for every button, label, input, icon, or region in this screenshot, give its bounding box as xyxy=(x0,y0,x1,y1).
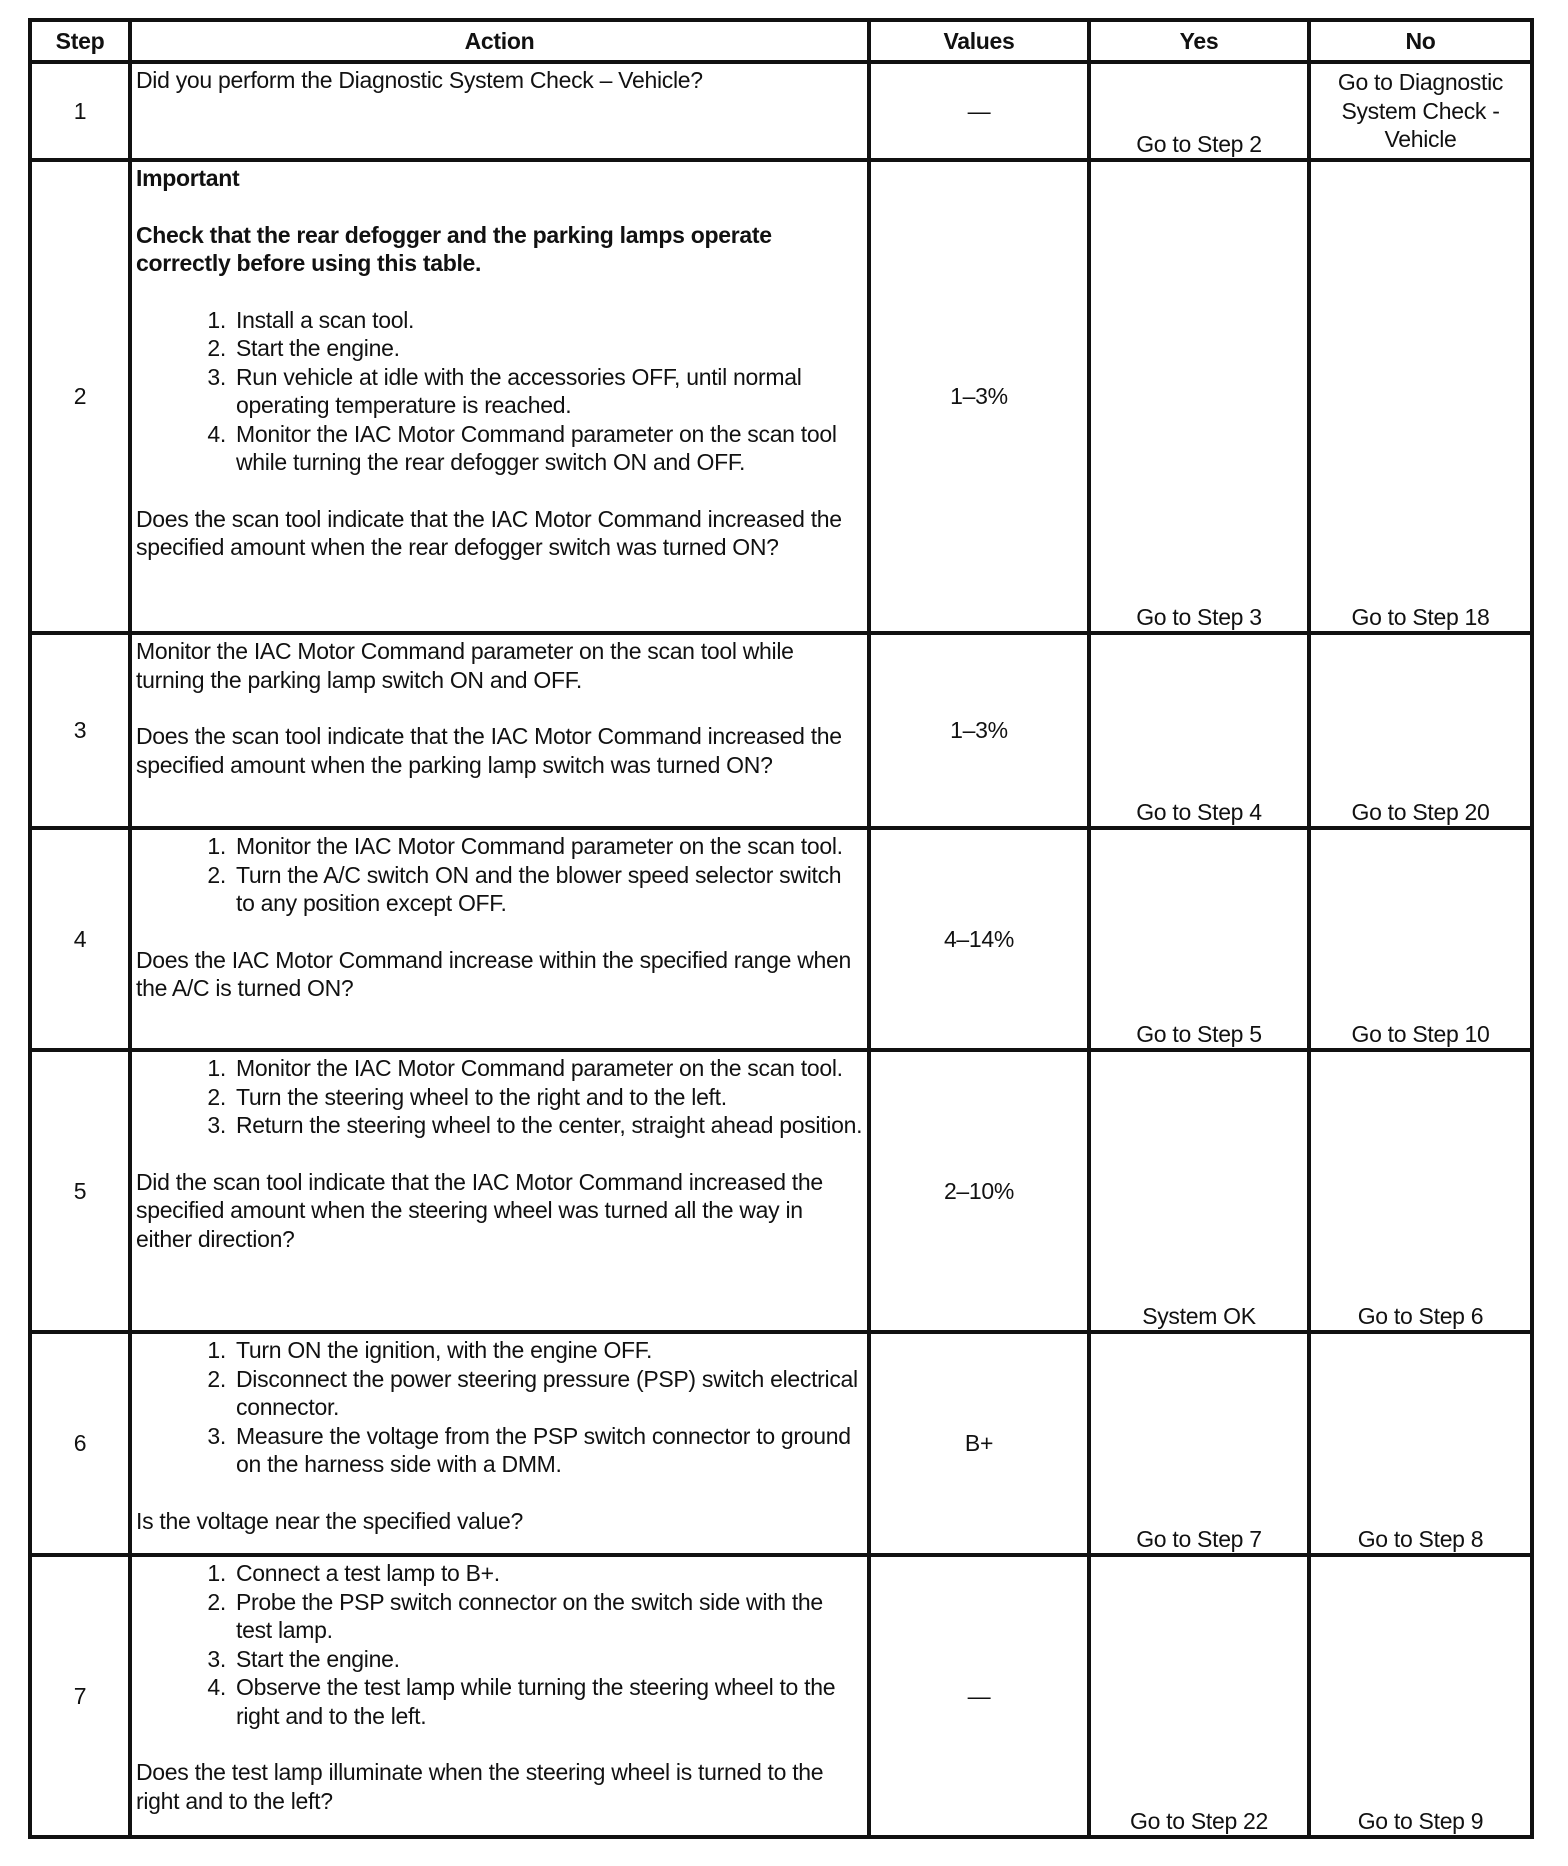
table-row xyxy=(30,1050,1532,1332)
diagnostic-table xyxy=(28,18,1534,1839)
question-text: Does the scan tool indicate that the IAC Motor Command increased the specified amount when the rear defogger switch was turned ON? xyxy=(136,505,842,560)
action-cell xyxy=(130,828,869,1050)
yes-cell: Go to Step 2 xyxy=(1089,62,1309,160)
list-item: 3. Run vehicle at idle with the accessories OFF, until normal operating temperature is reached. xyxy=(232,363,863,420)
list-item: 2. Start the engine. xyxy=(232,334,863,363)
yes-cell: System OK xyxy=(1089,1050,1309,1332)
table-row xyxy=(30,1555,1532,1837)
action-cell xyxy=(130,1050,869,1332)
no-cell: Go to Diagnostic System Check - Vehicle xyxy=(1309,62,1532,160)
list-item: 1. Monitor the IAC Motor Command parameter on the scan tool. xyxy=(232,1054,863,1083)
step-list xyxy=(136,306,863,477)
yes-cell: Go to Step 7 xyxy=(1089,1332,1309,1555)
yes-cell: Go to Step 5 xyxy=(1089,828,1309,1050)
table-row xyxy=(30,828,1532,1050)
action-cell xyxy=(130,1555,869,1837)
action-cell xyxy=(130,62,869,160)
header-step: Step xyxy=(30,20,130,62)
important-label: Important xyxy=(136,165,240,191)
header-row xyxy=(30,20,1532,62)
action-cell xyxy=(130,633,869,828)
list-item: 4. Observe the test lamp while turning the steering wheel to the right and to the left. xyxy=(232,1673,863,1730)
step-number: 5 xyxy=(30,1050,130,1332)
list-item: 1. Monitor the IAC Motor Command parameter on the scan tool. xyxy=(232,832,863,861)
header-yes: Yes xyxy=(1089,20,1309,62)
question-text: Is the voltage near the specified value? xyxy=(136,1507,523,1534)
list-item: 1. Install a scan tool. xyxy=(232,306,863,335)
list-item: 2. Turn the A/C switch ON and the blower speed selector switch to any position except OFF. xyxy=(232,861,863,918)
value-cell: — xyxy=(869,62,1089,160)
value-cell: 2–10% xyxy=(869,1050,1089,1332)
table-row xyxy=(30,62,1532,160)
step-list xyxy=(136,1559,863,1730)
no-cell: Go to Step 10 xyxy=(1309,828,1532,1050)
action-cell xyxy=(130,160,869,633)
header-values: Values xyxy=(869,20,1089,62)
no-cell: Go to Step 8 xyxy=(1309,1332,1532,1555)
no-cell: Go to Step 6 xyxy=(1309,1050,1532,1332)
step-list xyxy=(136,832,863,918)
table-row xyxy=(30,633,1532,828)
header-no: No xyxy=(1309,20,1532,62)
table-row xyxy=(30,160,1532,633)
important-note: Check that the rear defogger and the parking lamps operate correctly before using this table. xyxy=(136,221,772,276)
list-item: 4. Monitor the IAC Motor Command parameter on the scan tool while turning the rear defogger switch ON and OFF. xyxy=(232,420,863,477)
value-cell: B+ xyxy=(869,1332,1089,1555)
list-item: 2. Turn the steering wheel to the right and to the left. xyxy=(232,1083,863,1112)
step-number: 4 xyxy=(30,828,130,1050)
step-number: 7 xyxy=(30,1555,130,1837)
yes-cell: Go to Step 4 xyxy=(1089,633,1309,828)
header-action: Action xyxy=(130,20,869,62)
question-text: Did the scan tool indicate that the IAC Motor Command increased the specified amount when the steering wheel was turned all the way in either direction? xyxy=(136,1168,823,1252)
no-cell: Go to Step 18 xyxy=(1309,160,1532,633)
value-cell: 1–3% xyxy=(869,160,1089,633)
step-list xyxy=(136,1054,863,1140)
question-text: Does the test lamp illuminate when the steering wheel is turned to the right and to the left? xyxy=(136,1759,824,1814)
value-cell: 1–3% xyxy=(869,633,1089,828)
step-number: 1 xyxy=(30,62,130,160)
value-cell: — xyxy=(869,1555,1089,1837)
step-list xyxy=(136,1336,863,1479)
question-text: Does the IAC Motor Command increase within the specified range when the A/C is turned ON? xyxy=(136,946,851,1001)
question-text: Does the scan tool indicate that the IAC Motor Command increased the specified amount when the parking lamp switch was turned ON? xyxy=(136,723,842,778)
step-number: 3 xyxy=(30,633,130,828)
value-cell: 4–14% xyxy=(869,828,1089,1050)
no-cell: Go to Step 20 xyxy=(1309,633,1532,828)
action-text: Did you perform the Diagnostic System Check – Vehicle? xyxy=(136,67,703,93)
list-item: 3. Return the steering wheel to the center, straight ahead position. xyxy=(232,1111,863,1140)
action-text: Monitor the IAC Motor Command parameter on the scan tool while turning the parking lamp switch ON and OFF. xyxy=(136,638,794,693)
step-number: 6 xyxy=(30,1332,130,1555)
list-item: 3. Start the engine. xyxy=(232,1645,863,1674)
yes-cell: Go to Step 3 xyxy=(1089,160,1309,633)
list-item: 3. Measure the voltage from the PSP switch connector to ground on the harness side with a DMM. xyxy=(232,1422,863,1479)
no-cell: Go to Step 9 xyxy=(1309,1555,1532,1837)
list-item: 1. Connect a test lamp to B+. xyxy=(232,1559,863,1588)
action-cell xyxy=(130,1332,869,1555)
list-item: 2. Probe the PSP switch connector on the switch side with the test lamp. xyxy=(232,1588,863,1645)
yes-cell: Go to Step 22 xyxy=(1089,1555,1309,1837)
step-number: 2 xyxy=(30,160,130,633)
list-item: 2. Disconnect the power steering pressure (PSP) switch electrical connector. xyxy=(232,1365,863,1422)
list-item: 1. Turn ON the ignition, with the engine OFF. xyxy=(232,1336,863,1365)
table-row xyxy=(30,1332,1532,1555)
